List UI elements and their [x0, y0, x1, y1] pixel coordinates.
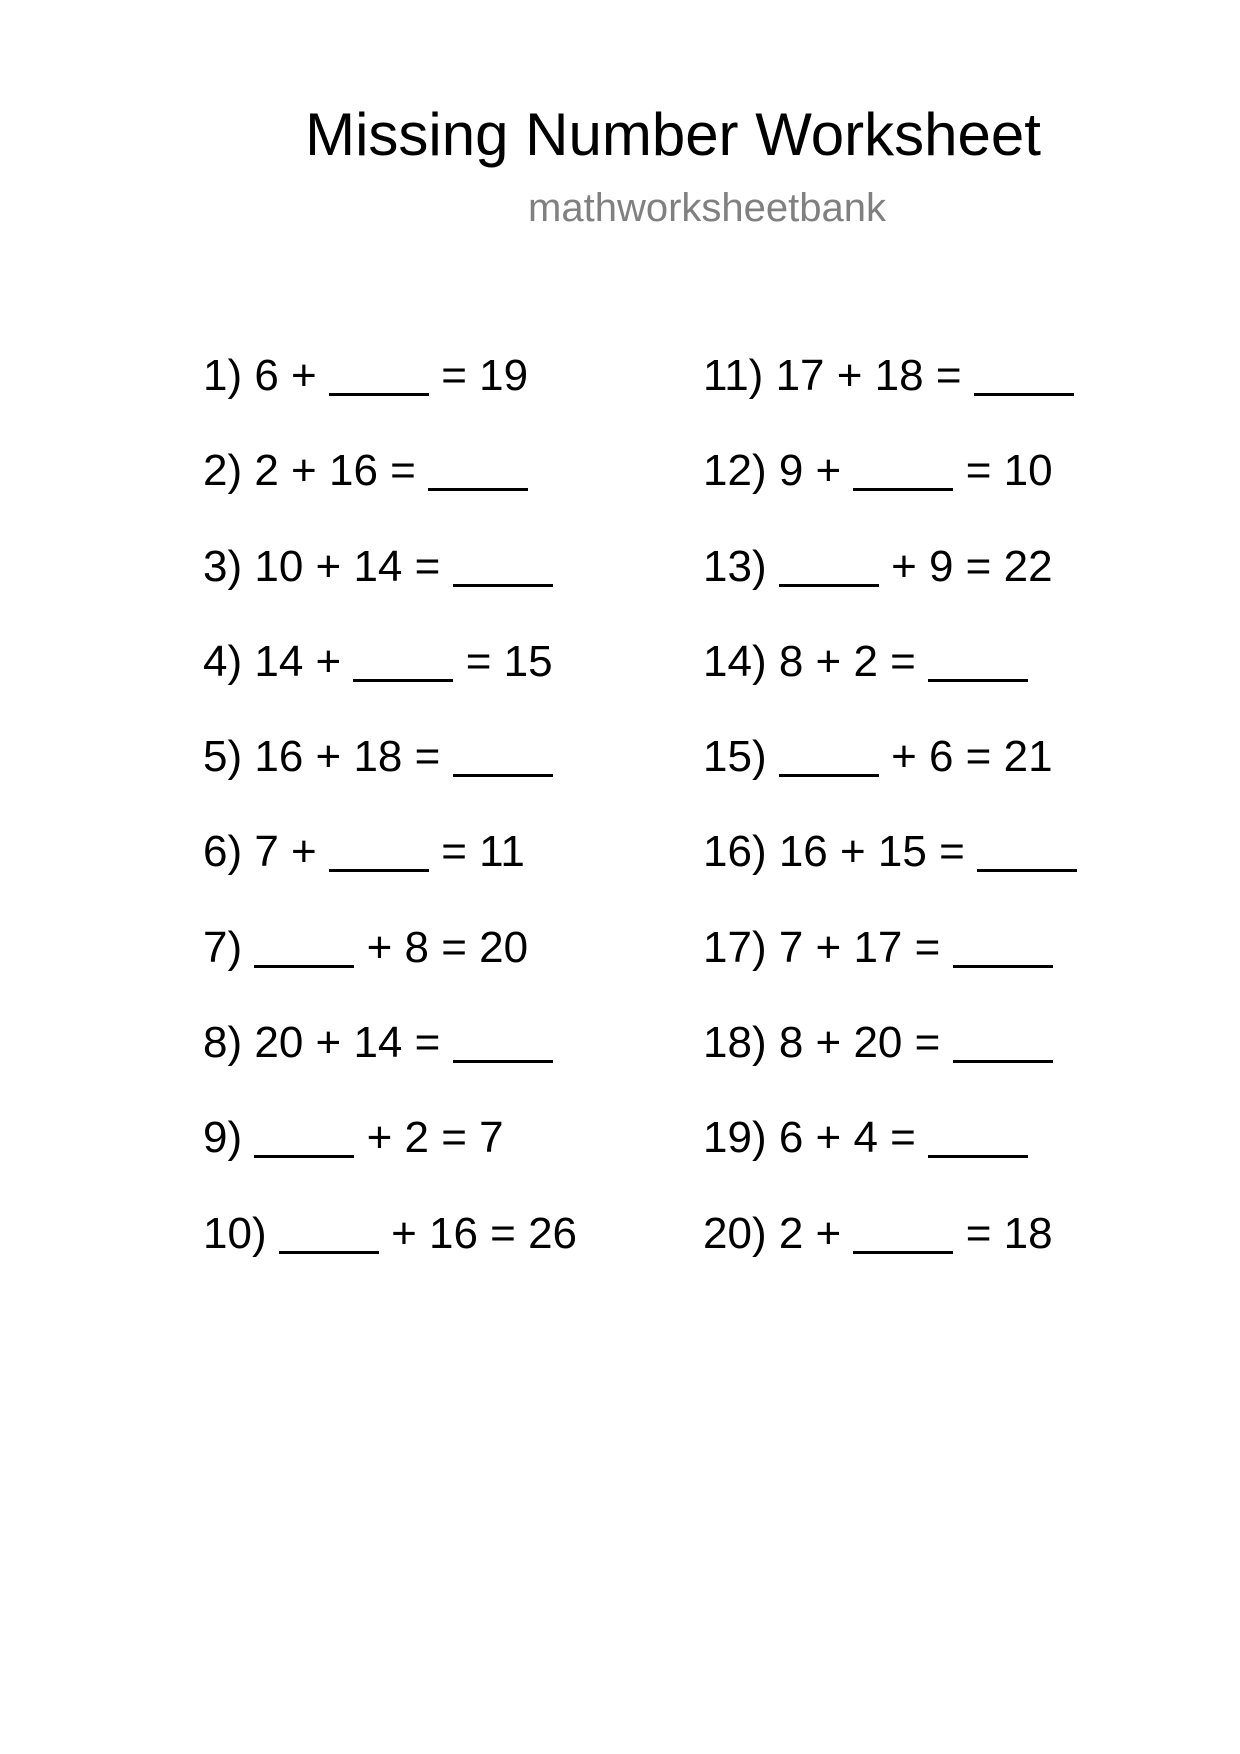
answer-blank[interactable] — [974, 353, 1074, 396]
problem-item — [703, 636, 1077, 731]
answer-blank[interactable] — [329, 829, 429, 872]
problem-number: 2) — [203, 446, 243, 496]
answer-blank[interactable] — [329, 353, 429, 396]
problem-number: 15) — [703, 732, 767, 782]
answer-blank[interactable] — [254, 925, 354, 968]
problem-left-expression: 9 + — [778, 446, 842, 496]
problem-left-expression: 17 + 18 = — [775, 351, 962, 400]
problem-right-expression: + 16 = 26 — [391, 1208, 578, 1258]
worksheet-title: Missing Number Worksheet — [305, 101, 1041, 168]
problem-item — [703, 445, 1077, 540]
problem-item — [703, 1017, 1077, 1112]
answer-blank[interactable] — [853, 1211, 953, 1254]
problem-item — [703, 350, 1077, 445]
problem-number: 11) — [703, 351, 764, 400]
worksheet-subtitle: mathworksheetbank — [528, 186, 886, 230]
problem-number: 13) — [703, 541, 767, 591]
answer-blank[interactable] — [453, 544, 553, 587]
problems-right-column — [703, 350, 1077, 1303]
problem-item — [203, 731, 577, 826]
problem-number: 1) — [203, 351, 243, 400]
problem-number: 3) — [203, 541, 243, 591]
problem-left-expression: 2 + 16 = — [254, 446, 416, 496]
answer-blank[interactable] — [953, 925, 1053, 968]
problem-item — [703, 922, 1077, 1017]
problem-left-expression: 8 + 20 = — [778, 1018, 941, 1068]
problem-item — [203, 350, 577, 445]
problem-left-expression: 16 + 15 = — [778, 827, 965, 877]
problem-number: 5) — [203, 732, 243, 782]
problem-item — [203, 922, 577, 1017]
problem-number: 4) — [203, 636, 243, 686]
problem-left-expression: 16 + 18 = — [254, 732, 441, 782]
answer-blank[interactable] — [779, 734, 879, 777]
problem-left-expression: 10 + 14 = — [254, 541, 441, 591]
answer-blank[interactable] — [254, 1115, 354, 1158]
answer-blank[interactable] — [953, 1020, 1053, 1063]
problem-item — [203, 445, 577, 540]
answer-blank[interactable] — [453, 734, 553, 777]
problem-number: 6) — [203, 827, 243, 877]
problem-item — [703, 1112, 1077, 1207]
problem-item — [203, 541, 577, 636]
problem-item — [703, 541, 1077, 636]
problem-number: 8) — [203, 1018, 243, 1068]
problem-number: 10) — [203, 1208, 267, 1258]
problem-number: 12) — [703, 446, 767, 496]
problem-left-expression: 7 + 17 = — [778, 922, 941, 972]
problem-number: 9) — [203, 1113, 243, 1163]
problem-number: 20) — [703, 1208, 767, 1258]
answer-blank[interactable] — [928, 1115, 1028, 1158]
problem-right-expression: + 9 = 22 — [891, 541, 1053, 591]
problem-item — [703, 1208, 1077, 1303]
problem-item — [203, 826, 577, 921]
problem-number: 19) — [703, 1113, 767, 1163]
answer-blank[interactable] — [928, 639, 1028, 682]
problem-item — [203, 1017, 577, 1112]
problem-number: 7) — [203, 922, 243, 972]
problem-right-expression: = 10 — [965, 446, 1053, 496]
problem-number: 18) — [703, 1018, 767, 1068]
problem-item — [703, 826, 1077, 921]
problem-left-expression: 20 + 14 = — [254, 1018, 441, 1068]
problem-right-expression: = 18 — [965, 1208, 1053, 1258]
problem-left-expression: 2 + — [778, 1208, 842, 1258]
answer-blank[interactable] — [779, 544, 879, 587]
problem-right-expression: = 19 — [441, 351, 529, 400]
problem-left-expression: 6 + 4 = — [778, 1113, 916, 1163]
problem-left-expression: 14 + — [254, 636, 342, 686]
problem-item — [703, 731, 1077, 826]
problem-left-expression: 8 + 2 = — [778, 636, 916, 686]
problem-right-expression: = 11 — [441, 827, 525, 877]
problems-left-column — [203, 350, 577, 1303]
problem-item — [203, 1112, 577, 1207]
problem-left-expression: 7 + — [254, 827, 317, 877]
problem-right-expression: + 2 = 7 — [366, 1113, 504, 1163]
answer-blank[interactable] — [279, 1211, 379, 1254]
problem-number: 16) — [703, 827, 767, 877]
answer-blank[interactable] — [453, 1020, 553, 1063]
problem-right-expression: + 8 = 20 — [366, 922, 529, 972]
problem-item — [203, 636, 577, 731]
answer-blank[interactable] — [428, 448, 528, 491]
answer-blank[interactable] — [977, 829, 1077, 872]
problem-left-expression: 6 + — [254, 351, 317, 400]
answer-blank[interactable] — [853, 448, 953, 491]
problem-right-expression: + 6 = 21 — [891, 732, 1053, 782]
answer-blank[interactable] — [353, 639, 453, 682]
problem-number: 17) — [703, 922, 767, 972]
problem-number: 14) — [703, 636, 767, 686]
problem-item — [203, 1208, 577, 1303]
problem-right-expression: = 15 — [465, 636, 553, 686]
